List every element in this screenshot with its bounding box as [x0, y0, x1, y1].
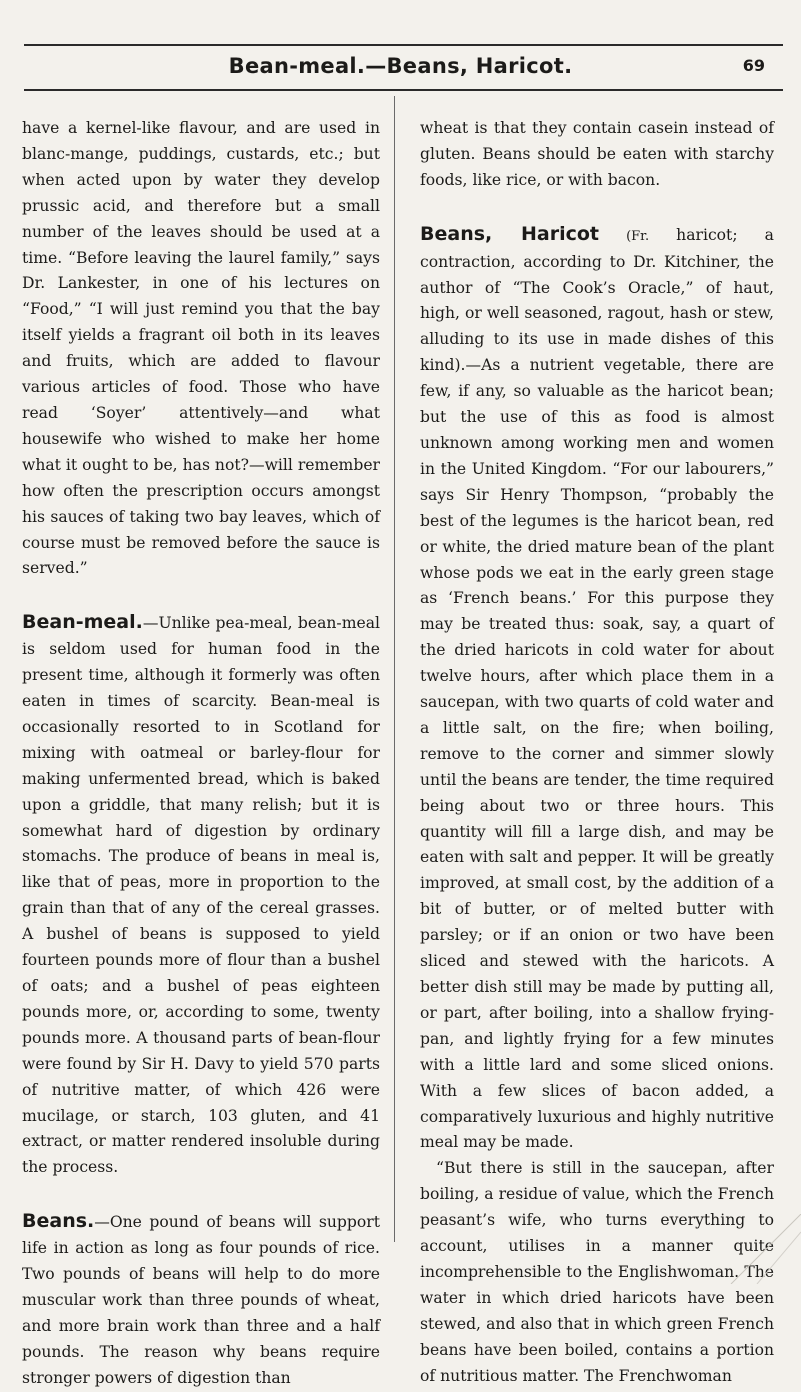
right-column: [420, 116, 774, 1390]
haricot-french-abbrev: (Fr.: [626, 228, 650, 244]
haricot-heading: Beans, Haricot: [420, 222, 599, 245]
haricot-text: haricot; a contraction, according to Dr. Kitchiner, the author of “The Cook’s Oracle,” of haut, high, or well seasoned, ragout, hash or stew, alluding to its use in made dishes of this kind).—As a nutrient vegetable, there are few, if any, so valuable as the haricot bean; but the use of this as food is almost unknown among working men and women in the United Kingdom. “For our labourers,” says Sir Henry Thompson, “probably the best of the legumes is the haricot bean, red or white, the dried mature bean of the plant whose pods we eat in the early green stage as ‘French beans.’ For this purpose they may be treated thus: soak, say, a quart of the dried haricots in cold water for about twelve hours, after which place them in a saucepan, with two quarts of cold water and a little salt, on the fire; when boiling, remove to the corner and simmer slowly until the beans are tender, the time required being about two or three hours. This quantity will fill a large dish, and may be eaten with salt and pepper. It will be greatly improved, at small cost, by the addition of a bit of butter, or of melted butter with parsley; or if an onion or two have been sliced and stewed with the haricots. A better dish still may be made by putting all, or part, after boiling, into a shallow frying-pan, and lightly frying for a few minutes with a little lard and some sliced onions. With a few slices of bacon added, a comparatively luxurious and highly nutritive meal may be made.: [420, 225, 774, 1152]
beans-heading: Beans.: [22, 1210, 95, 1233]
bean-meal-heading: Bean-meal.: [22, 611, 143, 634]
header-rule-bottom: [24, 89, 783, 91]
page-corner-crease: [711, 1214, 801, 1284]
saucepan-paragraph: “But there is still in the saucepan, after boiling, a residue of value, which the French peasant’s wife, who turns everything to account, utilises in a manner quite incomprehensible to the Englishwoman. The water in which dried haricots have been stewed, and also that in which green French beans have been boiled, contains a portion of nutritious matter. The Frenchwoman: [420, 1159, 774, 1385]
bean-meal-entry: [22, 610, 380, 1181]
column-divider: [394, 96, 395, 1242]
page-header: [0, 0, 801, 92]
bean-meal-text: —Unlike pea-meal, bean-meal is seldom used for human food in the present time, although it formerly was often eaten in times of scarcity. Bean-meal is occasionally resorted to in Scotland for mixing with oatmeal or barley-flour for making unfermented bread, which is baked upon a griddle, that many relish; but it is somewhat hard of digestion by ordinary stomachs. The produce of beans in meal is, like that of peas, more in proportion to the grain than that of any of the cereal grasses. A bushel of beans is supposed to yield fourteen pounds more of flour than a bushel of oats; and a bushel of peas eighteen pounds more, or, according to some, twenty pounds more. A thousand parts of bean-flour were found by Sir H. Davy to yield 570 parts of nutritive matter, of which 426 were mucilage, or starch, 103 gluten, and 41 extract, or matter rendered insoluble during the process.: [22, 614, 380, 1177]
beans-text: —One pound of beans will support life in action as long as four pounds of rice. Two pounds of beans will help to do more muscular work than three pounds of wheat, and more brain work than three and a half pounds. The reason why beans require stronger powers of digestion than: [22, 1213, 380, 1387]
header-rule-top: [24, 44, 783, 46]
left-column: [22, 116, 380, 1392]
running-head: Bean-meal.—Beans, Haricot.: [228, 54, 573, 78]
page-number: 69: [742, 56, 765, 75]
haricot-entry: [420, 222, 774, 1157]
laurel-paragraph: have a kernel-like flavour, and are used in blanc-mange, puddings, custards, etc.; but when acted upon by water they develop prussic acid, and therefore but a small number of the leaves should be used at a time. “Before leaving the laurel family,” says Dr. Lankester, in one of his lectures on “Food,” “I will just remind you that the bay itself yields a fragrant oil both in its leaves and fruits, which are added to flavour various articles of food. Those who have read ‘Soyer’ attentively—and what housewife who wished to make her home what it ought to be, has not?—will remember how often the prescription occurs amongst his sauces of taking two bay leaves, which of course must be removed before the sauce is served.”: [22, 119, 380, 578]
beans-continuation-paragraph: wheat is that they contain casein instead of gluten. Beans should be eaten with starchy foods, like rice, or with bacon.: [420, 119, 774, 189]
beans-entry: [22, 1209, 380, 1391]
